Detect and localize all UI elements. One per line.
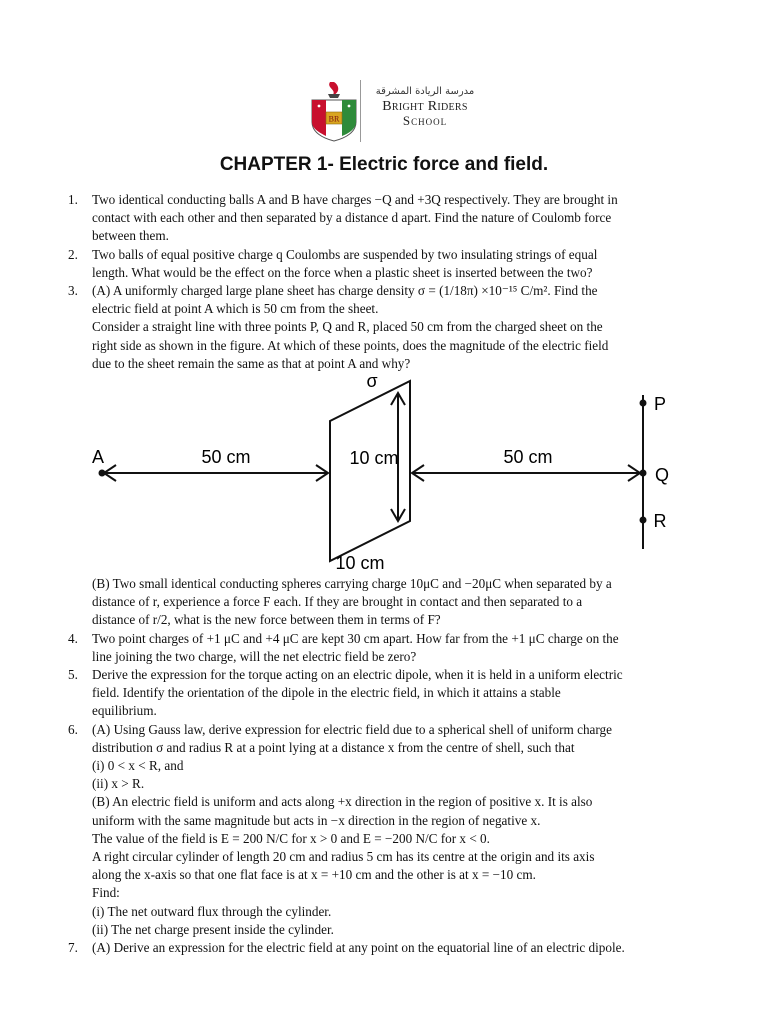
question-line: equilibrium.	[92, 703, 157, 719]
question-line: A right circular cylinder of length 20 cm and radius 5 cm has its centre at the origin and its axis	[92, 849, 595, 865]
question-list	[68, 191, 720, 957]
question-line: (A) A uniformly charged large plane sheet has charge density σ = (1/18π) ×10⁻¹⁵ C/m². Find the	[92, 283, 598, 299]
question-number: 1.	[68, 192, 78, 207]
school-name-arabic: مدرسة الريادة المشرقة	[375, 86, 475, 97]
question-number: 7.	[68, 940, 78, 956]
point-q-label: Q	[654, 465, 670, 486]
question-line: Consider a straight line with three points P, Q and R, placed 50 cm from the charged sheet on the	[92, 319, 603, 335]
question-line: (i) 0 < x < R, and	[92, 758, 184, 774]
point-p-label: P	[653, 394, 667, 415]
school-crest-icon	[308, 80, 364, 142]
question-number: 2.	[68, 246, 78, 262]
point-r-label: R	[653, 511, 667, 532]
question-line: along the x-axis so that one flat face is at x = +10 cm and the other is at x = −10 cm.	[92, 867, 536, 883]
question-line: (ii) The net charge present inside the cylinder.	[92, 921, 334, 937]
question-6	[68, 721, 720, 939]
question-3b	[68, 575, 720, 630]
question-line: (ii) x > R.	[92, 776, 145, 792]
question-line: (A) Derive an expression for the electric field at any point on the equatorial line of an electric dipole.	[92, 940, 625, 956]
question-7	[68, 939, 720, 957]
question-line: right side as shown in the figure. At which of these points, does the magnitude of the electric field	[92, 337, 609, 353]
question-line: distance of r/2, what is the new force between them in terms of F?	[92, 612, 441, 628]
point-a-label: A	[92, 447, 105, 468]
question-line: line joining the two charge, will the net electric field be zero?	[92, 648, 417, 664]
point-r-dot	[640, 517, 647, 524]
question-line: between them.	[92, 228, 169, 244]
question-line: Two identical conducting balls A and B have charges −Q and +3Q respectively. They are brought in	[92, 192, 618, 207]
question-number: 4.	[68, 630, 78, 646]
sheet-width-label: 10 cm	[335, 553, 385, 574]
chapter-title: CHAPTER 1- Electric force and field.	[219, 154, 549, 175]
question-line: The value of the field is E = 200 N/C for x > 0 and E = −200 N/C for x < 0.	[92, 830, 490, 846]
question-line: contact with each other and then separated by a distance d apart. Find the nature of Coulomb force	[92, 210, 612, 226]
question-number: 5.	[68, 667, 78, 683]
point-q-dot	[640, 470, 647, 477]
question-3	[68, 282, 720, 373]
sheet-height-label: 10 cm	[349, 448, 399, 469]
question-5	[68, 666, 720, 721]
question-line: uniform with the same magnitude but acts in −x direction in the region of negative x.	[92, 812, 541, 828]
question-line: distance of r, experience a force F each. If they are brought in contact and then separated to a	[92, 594, 583, 610]
question-number: 6.	[68, 721, 78, 737]
question-line: (A) Using Gauss law, derive expression for electric field due to a spherical shell of uniform charge	[92, 721, 612, 737]
question-1	[68, 191, 720, 246]
point-p-dot	[640, 400, 647, 407]
question-line: Find:	[92, 885, 120, 901]
question-line: Two balls of equal positive charge q Coulombs are suspended by two insulating strings of equal	[92, 246, 598, 262]
question-4	[68, 630, 720, 666]
left-distance-label: 50 cm	[201, 447, 251, 468]
question-line: electric field at point A which is 50 cm from the sheet.	[92, 301, 379, 317]
question-line: due to the sheet remain the same as that at point A and why?	[92, 355, 411, 371]
question-line: (B) Two small identical conducting spheres carrying charge 10μC and −20μC when separated by a	[92, 576, 612, 592]
school-name	[362, 86, 488, 128]
school-name-line1: Bright Riders	[382, 99, 468, 114]
question-line: (i) The net outward flux through the cylinder.	[92, 903, 332, 919]
charged-sheet-figure	[92, 373, 720, 575]
school-name-line2: School	[402, 113, 448, 128]
question-line: length. What would be the effect on the force when a plastic sheet is inserted between the two?	[92, 264, 593, 280]
question-line: field. Identify the orientation of the dipole in the electric field, in which it attains a stable	[92, 685, 561, 701]
sigma-label: σ	[366, 373, 378, 392]
question-line: (B) An electric field is uniform and acts along +x direction in the region of positive x. It is also	[92, 794, 593, 810]
question-line: Two point charges of +1 μC and +4 μC are kept 30 cm apart. How far from the +1 μC charge on the	[92, 630, 619, 646]
question-line: distribution σ and radius R at a point lying at a distance x from the centre of shell, such that	[92, 739, 575, 755]
question-number: 3.	[68, 283, 78, 299]
question-line: Derive the expression for the torque acting on an electric dipole, when it is held in a uniform electric	[92, 667, 623, 683]
question-2	[68, 246, 720, 282]
right-distance-label: 50 cm	[503, 447, 553, 468]
crest-badge-text: BR	[328, 114, 340, 124]
